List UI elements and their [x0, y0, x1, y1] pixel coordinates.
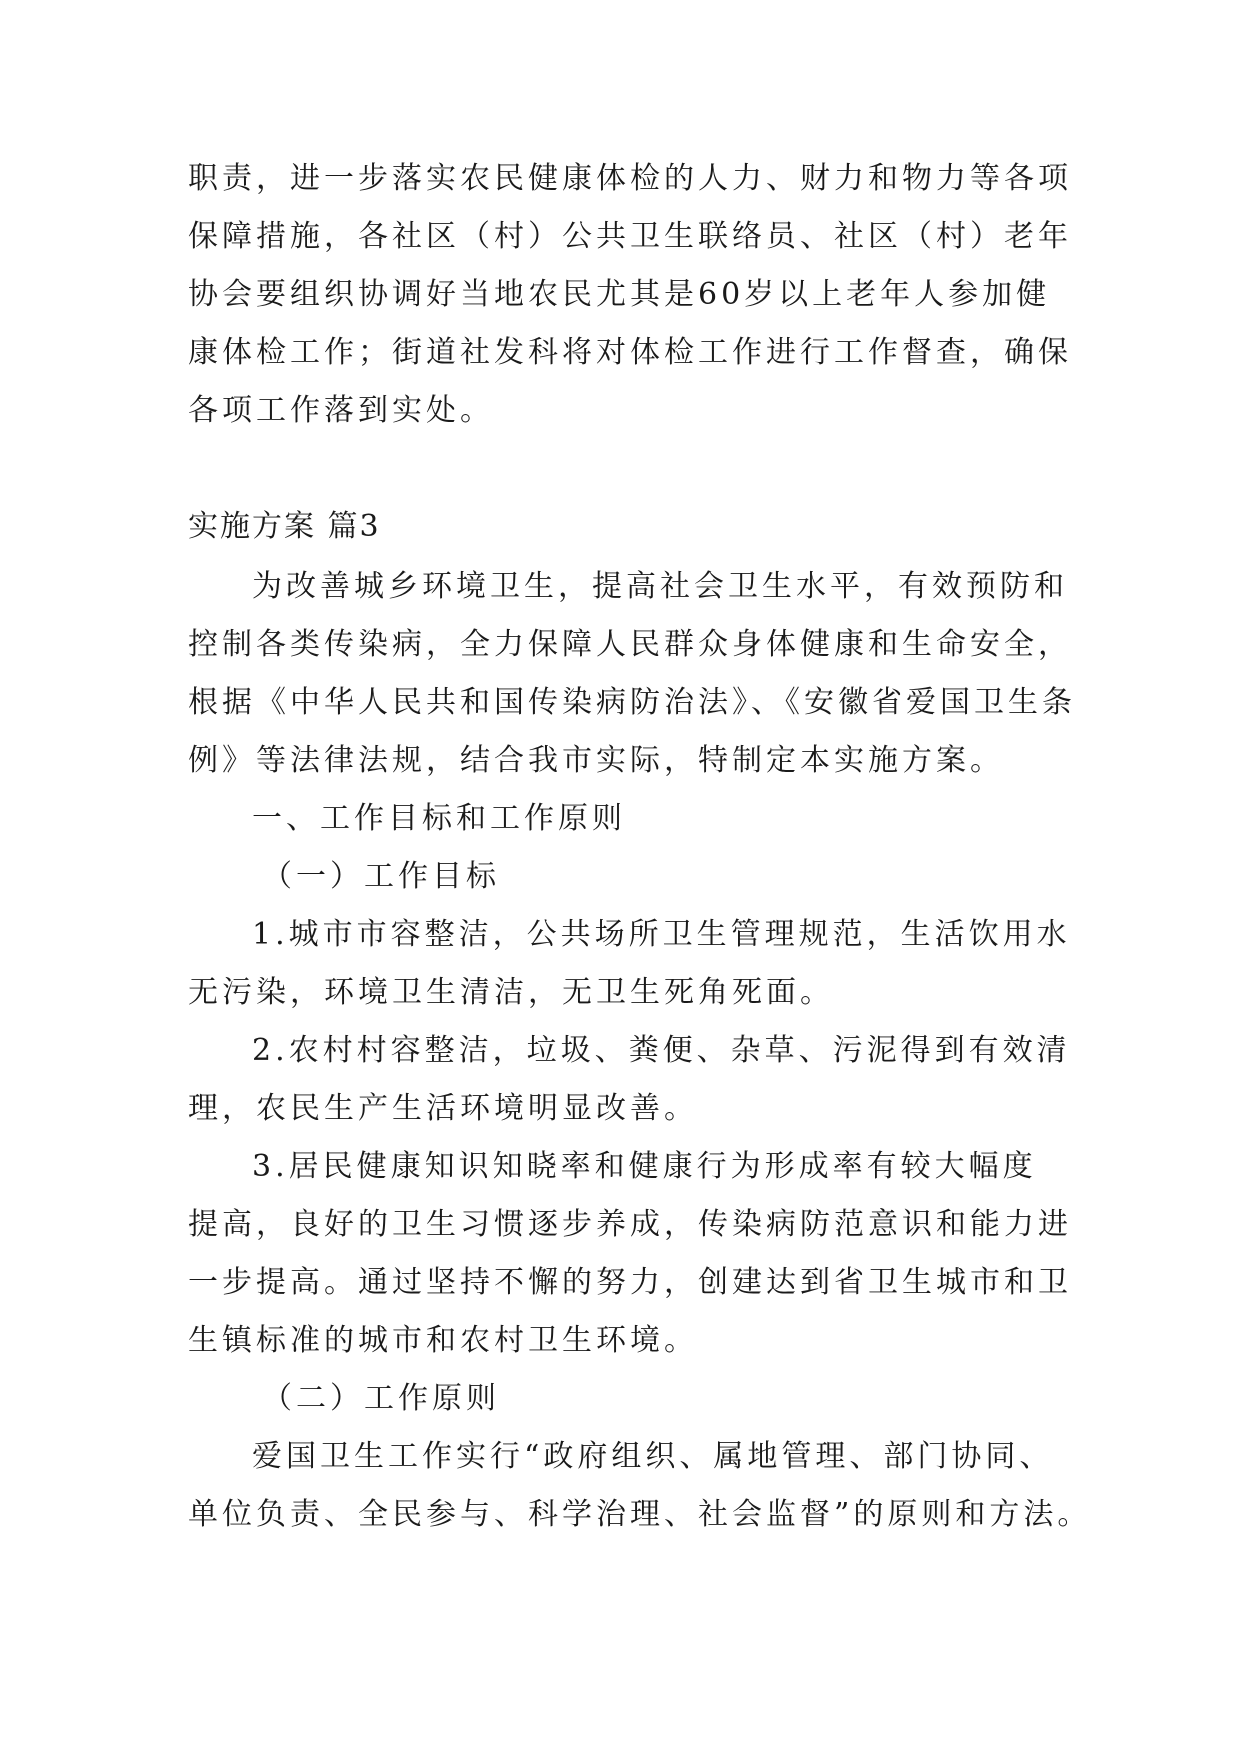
subheading: （一）工作目标 — [262, 859, 500, 894]
paragraph-line: 例》等法律法规，结合我市实际，特制定本实施方案。 — [188, 743, 1004, 778]
paragraph-line: 2.农村村容整洁，垃圾、粪便、杂草、污泥得到有效清 — [252, 1033, 1071, 1068]
paragraph-line: 保障措施，各社区（村）公共卫生联络员、社区（村）老年 — [188, 219, 1072, 254]
paragraph-line: 3.居民健康知识知晓率和健康行为形成率有较大幅度 — [252, 1149, 1037, 1184]
subheading: 一、工作目标和工作原则 — [252, 801, 626, 836]
paragraph-line: 各项工作落到实处。 — [188, 393, 494, 428]
paragraph-line: 控制各类传染病，全力保障人民群众身体健康和生命安全， — [188, 627, 1072, 662]
section-heading: 实施方案 篇3 — [188, 509, 381, 544]
paragraph-line: 康体检工作；街道社发科将对体检工作进行工作督查，确保 — [188, 335, 1072, 370]
paragraph-line: 爱国卫生工作实行“政府组织、属地管理、部门协同、 — [252, 1439, 1054, 1474]
paragraph-line: 提高，良好的卫生习惯逐步养成，传染病防范意识和能力进 — [188, 1207, 1072, 1242]
paragraph-line: 单位负责、全民参与、科学治理、社会监督”的原则和方法。 — [188, 1497, 1092, 1532]
paragraph-line: 理，农民生产生活环境明显改善。 — [188, 1091, 698, 1126]
paragraph-line: 职责，进一步落实农民健康体检的人力、财力和物力等各项 — [188, 161, 1072, 196]
paragraph-line: 协会要组织协调好当地农民尤其是60岁以上老年人参加健 — [188, 277, 1051, 312]
subheading: （二）工作原则 — [262, 1381, 500, 1416]
paragraph-line: 1.城市市容整洁，公共场所卫生管理规范，生活饮用水 — [252, 917, 1071, 952]
paragraph-line: 根据《中华人民共和国传染病防治法》、《安徽省爱国卫生条 — [188, 685, 1076, 720]
document-body — [188, 150, 1092, 1544]
paragraph-line: 为改善城乡环境卫生，提高社会卫生水平，有效预防和 — [252, 569, 1068, 604]
paragraph-line: 一步提高。通过坚持不懈的努力，创建达到省卫生城市和卫 — [188, 1265, 1072, 1300]
paragraph-line: 生镇标准的城市和农村卫生环境。 — [188, 1323, 698, 1358]
paragraph-line: 无污染，环境卫生清洁，无卫生死角死面。 — [188, 975, 834, 1010]
